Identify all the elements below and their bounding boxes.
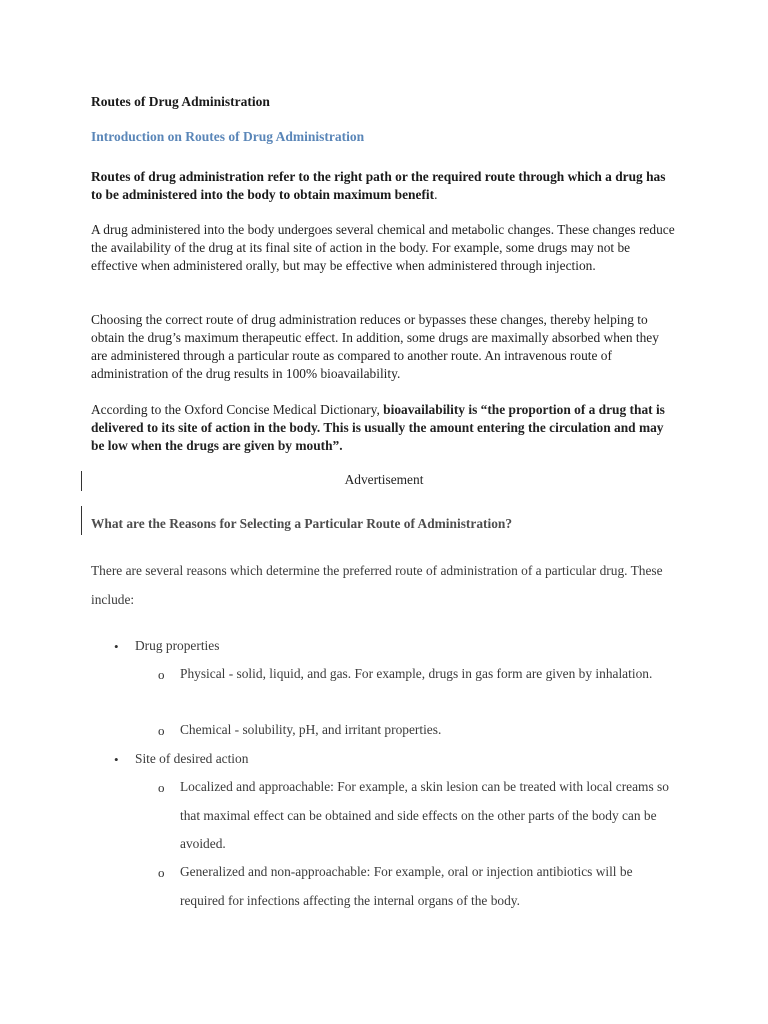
paragraph-1: A drug administered into the body undergoes several chemical and metabolic changes. These changes reduce the availability of the drug at its final site of action in the body. For example, some drugs may not be effective when administered orally, but may be effective when administered through injection. — [91, 222, 675, 273]
sub-bullet-marker: o — [158, 667, 165, 682]
sub-bullet-marker: o — [158, 780, 165, 795]
reasons-intro: There are several reasons which determine the preferred route of administration of a particular drug. These include: — [91, 563, 663, 607]
sub-bullet-marker: o — [158, 723, 165, 738]
lead-paragraph — [91, 168, 677, 204]
advertisement-label: Advertisement — [344, 472, 424, 487]
paragraph-3-prefix: According to the Oxford Concise Medical Dictionary, — [91, 402, 384, 417]
intro-heading: Introduction on Routes of Drug Administration — [91, 129, 365, 144]
sub-list-item: Localized and approachable: For example, a skin lesion can be treated with local creams so that maximal effect can be obtained and side effects on the other parts of the body can be avoided. — [180, 779, 669, 851]
sub-list-item: Generalized and non-approachable: For example, oral or injection antibiotics will be required for infections affecting the internal organs of the body. — [180, 864, 633, 908]
sub-list-item: Chemical - solubility, pH, and irritant properties. — [180, 722, 442, 737]
lead-text: Routes of drug administration refer to the right path or the required route through which a drug has to be administered into the body to obtain maximum benefit — [91, 169, 666, 202]
list-item: Drug properties — [135, 638, 220, 653]
list-item: Site of desired action — [135, 751, 249, 766]
lead-period: . — [434, 187, 438, 202]
document-title: Routes of Drug Administration — [91, 94, 270, 109]
sub-list-item: Physical - solid, liquid, and gas. For example, drugs in gas form are given by inhalation. — [180, 666, 653, 681]
paragraph-3 — [91, 401, 677, 455]
text-cursor-mark — [81, 506, 82, 535]
bullet-marker: • — [114, 639, 119, 654]
sub-bullet-marker: o — [158, 865, 165, 880]
section-heading: What are the Reasons for Selecting a Particular Route of Administration? — [91, 516, 513, 531]
bioavailability-definition: bioavailability is “the proportion of a drug that is delivered to its site of action in the body. This is usually the amount entering the circulation and may be low when the drugs are given by mouth”. — [91, 402, 665, 453]
paragraph-2: Choosing the correct route of drug administration reduces or bypasses these changes, thereby helping to obtain the drug’s maximum therapeutic effect. In addition, some drugs are maximally absorbed when they are administered through a particular route as compared to another route. An intravenous route of administration of the drug results in 100% bioavailability. — [91, 312, 659, 381]
bullet-marker: • — [114, 752, 119, 767]
